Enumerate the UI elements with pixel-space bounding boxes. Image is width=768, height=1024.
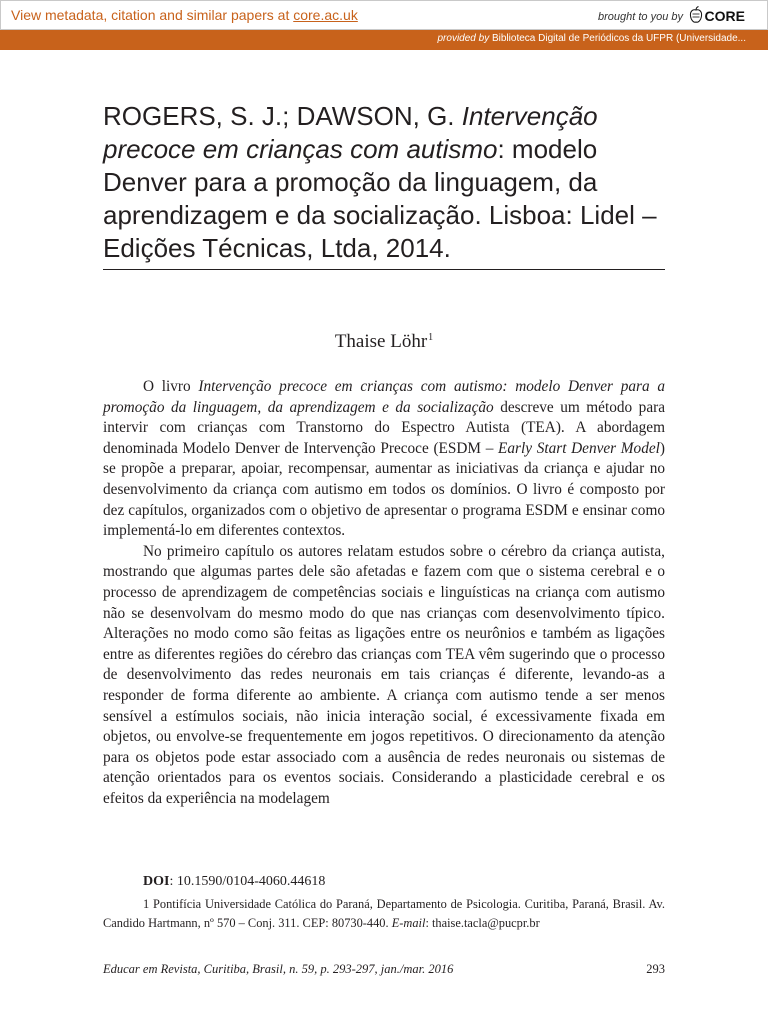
p1-esdm-term: Early Start Denver Model (498, 439, 660, 457)
core-metadata-link[interactable] (11, 7, 358, 23)
page-number: 293 (646, 962, 665, 976)
title-book-title: Intervenção precoce em crianças com autismo (103, 101, 598, 164)
core-banner (0, 0, 768, 30)
p1-part-b: descreve um método para intervir com crianças com Transtorno do Espectro Autista (TEA). A abordagem denominada Modelo Denver de Intervenção Precoce (ESDM – (103, 398, 665, 457)
title-divider (103, 269, 665, 270)
brought-by-text: brought to you by (597, 11, 683, 23)
doi-line (143, 874, 325, 890)
footnote-email-label: E-mail (391, 916, 426, 930)
title-authors: ROGERS, S. J.; DAWSON, G. (103, 101, 462, 131)
provided-by-source: Biblioteca Digital de Periódicos da UFPR (Universidade... (489, 33, 746, 44)
footnote (103, 895, 665, 933)
p1-part-c: ) se propõe a preparar, apoiar, recompensar, aumentar as iniciativas da criança e ajudar no desenvolvimento da criança com autismo em todos os domínios. O livro é composto por dez capítulos, organizados com o objetivo de apresentar o programa ESDM e ensinar como implementá-lo em diferentes contextos. (103, 439, 665, 540)
doi-label: DOI (143, 874, 170, 889)
body-text (103, 377, 665, 809)
paragraph-1 (103, 377, 665, 542)
core-logo[interactable]: CORE (704, 8, 745, 24)
provided-by-text[interactable] (438, 33, 747, 44)
doi-value[interactable]: : 10.1590/0104-4060.44618 (169, 874, 326, 889)
author-name: Thaise Löhr (334, 331, 428, 352)
core-link-prefix: View metadata, citation and similar papers at (11, 7, 294, 23)
title-rest: : modelo Denver para a promoção da linguagem, da aprendizagem e da socialização. Lisboa: Lidel – Edições Técnicas, Ltda, 2014. (103, 134, 657, 263)
footer-citation: Educar em Revista, Curitiba, Brasil, n. 59, p. 293-297, jan./mar. 2016 (103, 962, 454, 976)
p1-part-a: O livro (143, 378, 199, 395)
paragraph-2: No primeiro capítulo os autores relatam estudos sobre o cérebro da criança autista, mostrando que algumas partes dele são afetadas e fazem com que o sistema cerebral e o processo de aprendizagem de competências sociais e linguísticas na criança com autismo não se desenvolvam do mesmo modo do que nas crianças com desenvolvimento típico. Alterações no modo como são feitas as ligações entre os neurônios e também as ligações entre as diferentes regiões do cérebro das crianças com TEA vêm sugerindo que o processo de desenvolvimento das redes neuronais em tais crianças é diferente, levando-as a responder de forma diferente ao ambiente. A criança com autismo tende a ser menos sensível a estímulos sociais, não inicia interação social, é excessivamente fixada em objetos, ou envolve-se frequentemente em jogos repetitivos. O direcionamento da atenção para os objetos pode estar associado com a ausência de redes neuronais ou sistemas de atenção orientados para os eventos sociais. Considerando a plasticidade cerebral e os efeitos da experiência na modelagem (103, 542, 665, 807)
review-title (103, 100, 668, 265)
provided-by-label: provided by (437, 33, 490, 44)
core-apple-icon (689, 6, 703, 24)
p1-book-title: Intervenção precoce em crianças com autismo: modelo Denver para a promoção da linguagem, da aprendizagem e da socialização (103, 378, 665, 416)
author-footnote-mark[interactable]: 1 (428, 332, 434, 343)
provided-by-bar (0, 30, 768, 50)
footnote-email[interactable]: : thaise.tacla@pucpr.br (425, 916, 540, 930)
author-line (0, 331, 768, 353)
footnote-text-a: 1 Pontifícia Universidade Católica do Paraná, Departamento de Psicologia. Curitiba, Paraná, Brasil. Av. Candido Hartmann, nº 570 – Conj. 311. CEP: 80730-440. (103, 897, 665, 930)
core-link-domain: core.ac.uk (293, 7, 358, 23)
